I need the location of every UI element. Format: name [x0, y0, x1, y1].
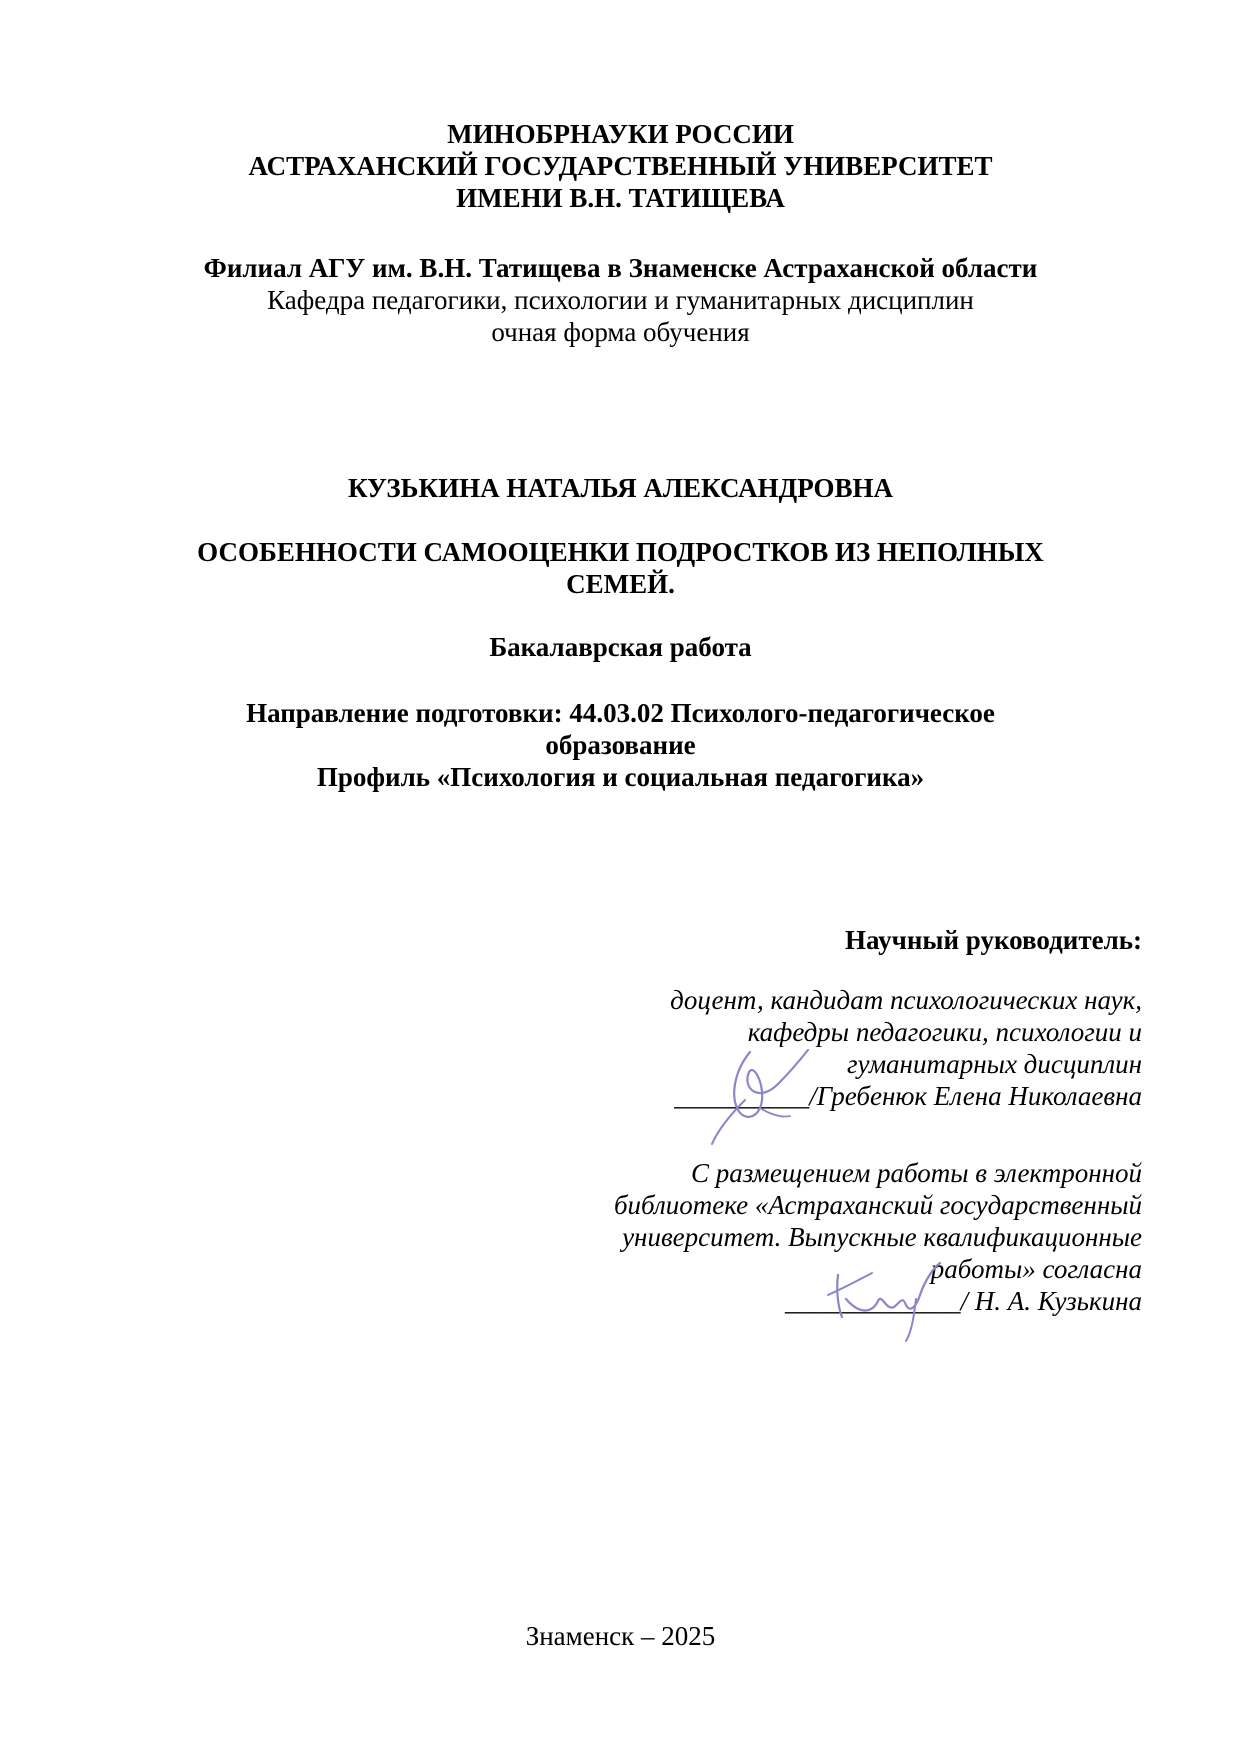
supervisor-heading-block	[560, 924, 1142, 956]
direction-line2: образование	[545, 730, 696, 760]
supervisor-line1: доцент, кандидат психологических наук,	[670, 985, 1142, 1015]
footer-block	[0, 1620, 1241, 1652]
department-name: Кафедра педагогики, психологии и гуманитарных дисциплин	[267, 285, 974, 315]
consent-line3: университет. Выпускные квалификационные	[622, 1222, 1142, 1252]
branch-block	[0, 252, 1241, 348]
profile: Профиль «Психология и социальная педагогика»	[316, 762, 925, 792]
consent-signature-line: _____________/ Н. А. Кузькина	[785, 1286, 1142, 1316]
supervisor-block	[560, 984, 1142, 1112]
supervisor-signature	[690, 1040, 820, 1150]
supervisor-line3: гуманитарных дисциплин	[846, 1049, 1142, 1079]
work-type-block	[0, 631, 1241, 663]
student-signature	[820, 1255, 950, 1345]
consent-line4: работы» согласна	[930, 1254, 1142, 1284]
work-type: Бакалаврская работа	[489, 632, 752, 662]
direction-block	[0, 697, 1241, 793]
author-name: КУЗЬКИНА НАТАЛЬЯ АЛЕКСАНДРОВНА	[347, 473, 894, 503]
study-form: очная форма обучения	[491, 317, 750, 347]
university-name-line2: ИМЕНИ В.Н. ТАТИЩЕВА	[456, 183, 785, 213]
branch-name: Филиал АГУ им. В.Н. Татищева в Знаменске Астраханской области	[203, 253, 1038, 283]
direction-line1: Направление подготовки: 44.03.02 Психолого-педагогическое	[246, 698, 995, 728]
thesis-title-line2: СЕМЕЙ.	[566, 569, 675, 599]
header-block	[0, 118, 1241, 214]
supervisor-signature-line: __________/Гребенюк Елена Николаевна	[674, 1081, 1142, 1111]
ministry-name: МИНОБРНАУКИ РОССИИ	[447, 119, 794, 149]
university-name-line1: АСТРАХАНСКИЙ ГОСУДАРСТВЕННЫЙ УНИВЕРСИТЕТ	[248, 151, 993, 181]
consent-line2: библиотеке «Астраханский государственный	[613, 1190, 1142, 1220]
thesis-title	[0, 536, 1241, 600]
consent-line1: С размещением работы в электронной	[690, 1158, 1142, 1188]
thesis-title-line1: ОСОБЕННОСТИ САМООЦЕНКИ ПОДРОСТКОВ ИЗ НЕПОЛНЫХ	[197, 537, 1044, 567]
supervisor-heading: Научный руководитель:	[845, 925, 1142, 955]
city-year: Знаменск – 2025	[525, 1621, 716, 1651]
supervisor-line2: кафедры педагогики, психологии и	[747, 1017, 1142, 1047]
author-block	[0, 472, 1241, 504]
